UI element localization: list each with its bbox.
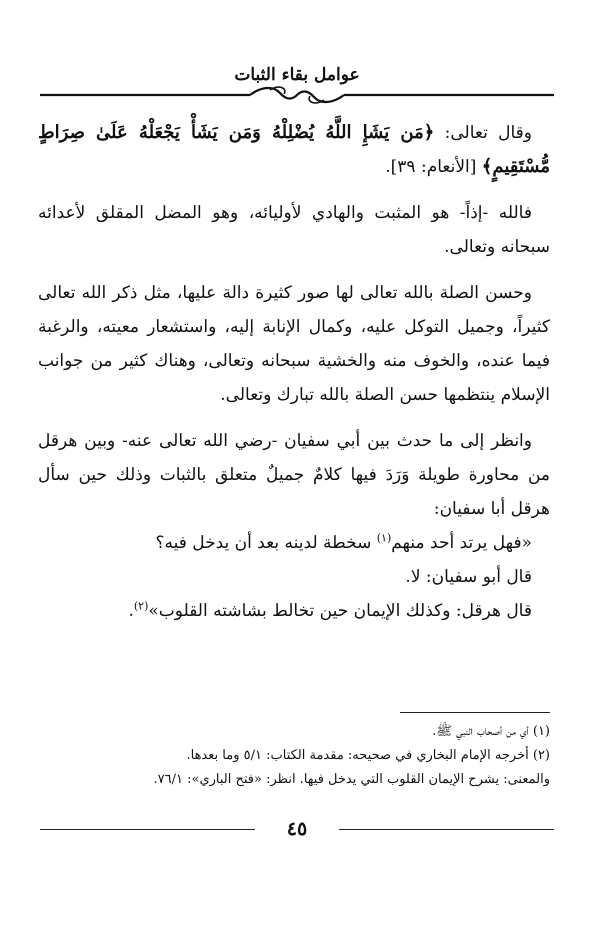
quote-question-text-a: «فهل يرتد أحد منهم [391,533,532,553]
paragraph-3: وحسن الصلة بالله تعالى لها صور كثيرة دالة عليها، مثل ذكر الله تعالى كثيراً، وجميل التوكل عليه، وكمال الإنابة إليه، واستشعار معيته، والرغبة فيما عنده، والخوف منه والخشية سبحانه وتعالى، وهناك كثير من جوانب الإسلام ينتظمها حسن الصلة بالله تبارك وتعالى. [38,283,550,405]
quote-question [38,526,550,560]
footnote-1: (١) أي من أصحاب النبي ﷺ. [432,724,550,739]
page-number: ٤٥ [286,818,308,840]
verse-intro: وقال تعالى: [434,123,532,143]
footnote-marker-2: (٢) [133,599,149,613]
running-header [40,66,554,106]
quote-conclusion-text-b: . [128,601,134,621]
page-footer [40,818,554,842]
verse-reference: [الأنعام: ٣٩]. [385,157,482,177]
quran-verse: ﴿مَن يَشَإِ اللَّهُ يُضْلِلْهُ وَمَن يَشَأْ يَجْعَلْهُ عَلَىٰ صِرَاطٍ مُّسْتَقِيمٍ﴾ [38,122,550,177]
footnote-2-note: والمعنى: يشرح الإيمان القلوب التي يدخل فيها. انظر: «فتح الباري»: ٧٦/١. [153,772,550,787]
footer-rule-right [339,829,554,830]
quote-conclusion-text-a: قال هرقل: وكذلك الإيمان حين تخالط بشاشته القلوب» [148,601,532,621]
main-text [38,116,550,628]
footnotes [38,720,550,792]
quote-answer: قال أبو سفيان: لا. [405,567,532,587]
paragraph-verse [38,116,550,184]
header-title: عوامل بقاء الثبات [234,65,360,85]
paragraph-2: فالله -إذاً- هو المثبت والهادي لأوليائه، وهو المضل المقلق لأعدائه سبحانه وتعالى. [38,203,550,257]
quote-conclusion [38,594,550,628]
paragraph-4: وانظر إلى ما حدث بين أبي سفيان -رضي الله تعالى عنه- وبين هرقل من محاورة طويلة وَرَدَ فيها كلامٌ جميلٌ متعلق بالثبات وذلك حين سأل هرقل أبا سفيان: [38,431,550,519]
footnote-2: (٢) أخرجه الإمام البخاري في صحيحه: مقدمة الكتاب: ٥/١ وما بعدها. [186,748,550,763]
quote-question-text-b: سخطة لدينه بعد أن يدخل فيه؟ [155,533,377,553]
header-ornament [40,84,554,106]
footnote-separator [400,712,550,713]
footnote-marker-1: (١) [376,531,392,545]
